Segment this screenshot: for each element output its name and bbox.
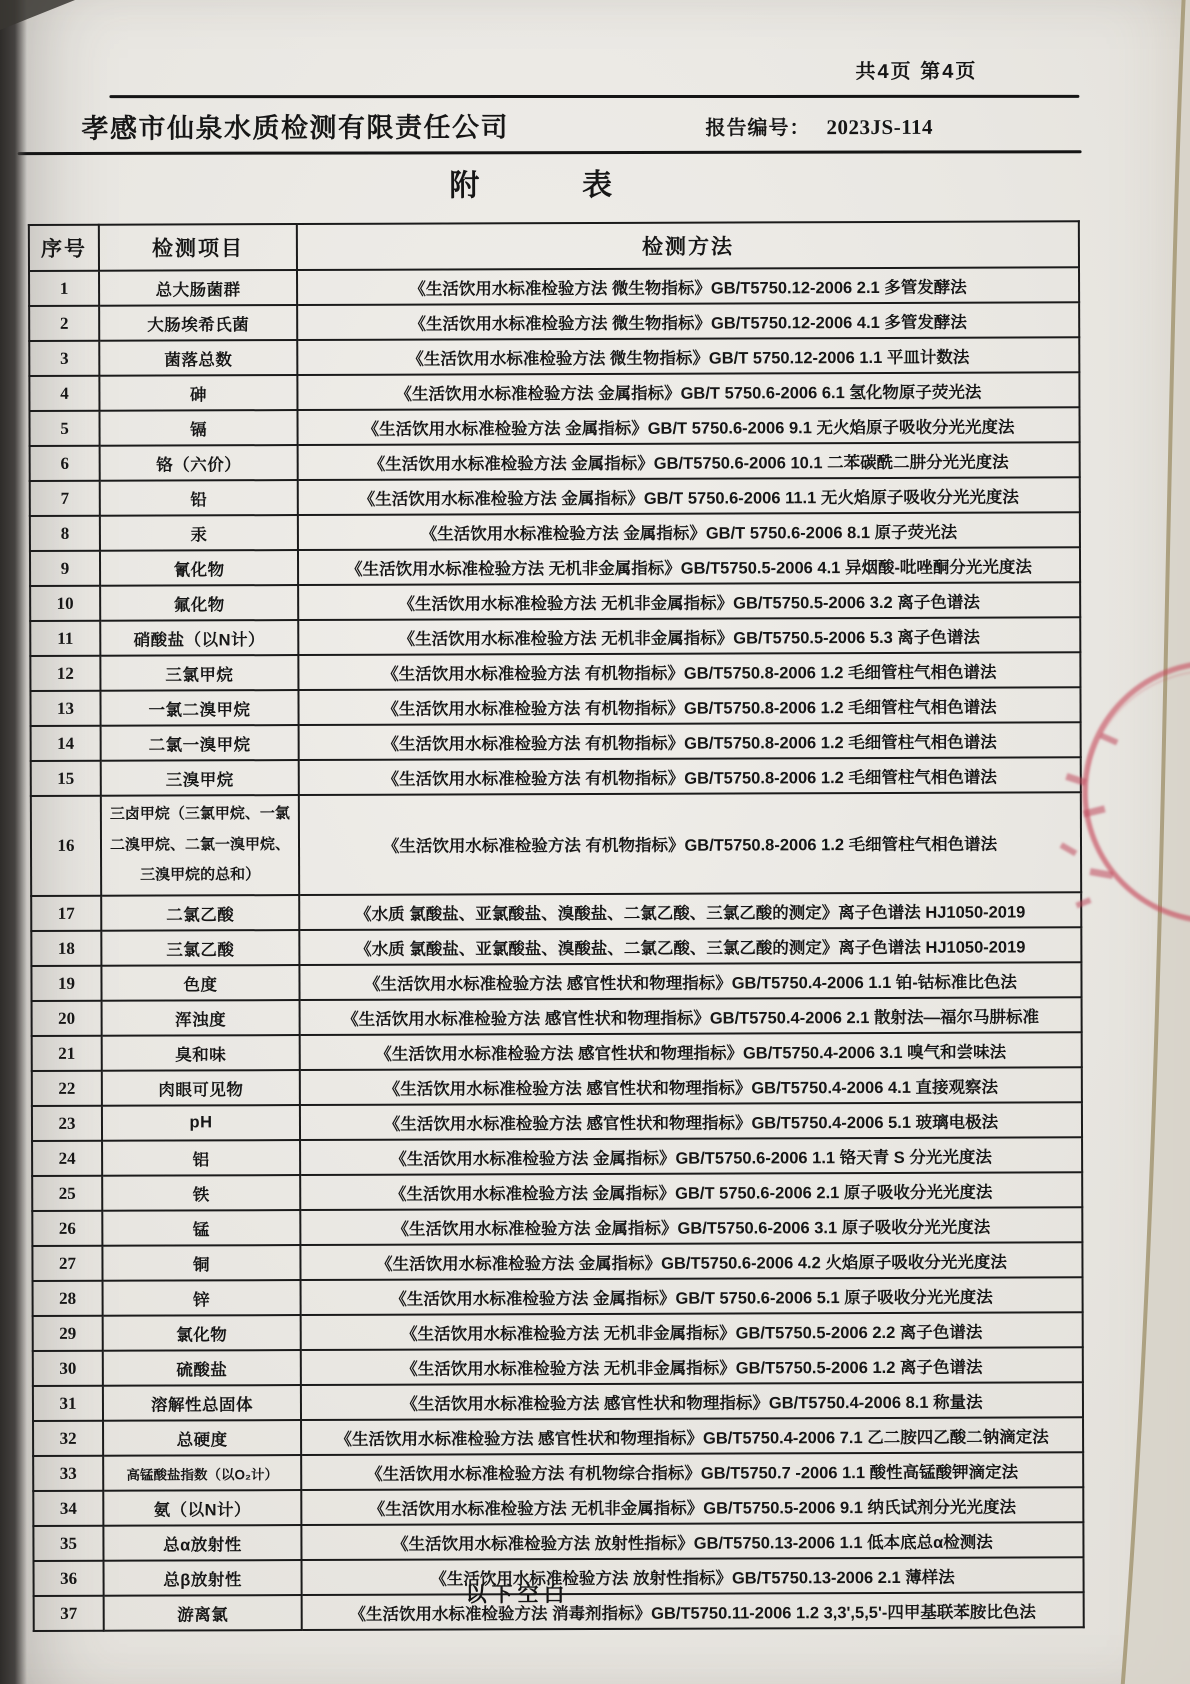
row-number: 18 bbox=[31, 931, 101, 966]
test-methods-table bbox=[28, 220, 1085, 1632]
row-method: 《生活饮用水标准检验方法 金属指标》GB/T 5750.6-2006 5.1 原子吸收分光光度法 bbox=[301, 1277, 1083, 1315]
table-row bbox=[33, 1312, 1083, 1351]
report-number-line bbox=[705, 111, 933, 141]
table-row bbox=[30, 687, 1080, 726]
table-row bbox=[32, 997, 1082, 1036]
row-method: 《生活饮用水标准检验方法 微生物指标》GB/T 5750.12-2006 1.1 平皿计数法 bbox=[297, 337, 1079, 375]
table-row bbox=[29, 372, 1079, 411]
row-number: 35 bbox=[33, 1526, 103, 1561]
scan-edge-left bbox=[0, 0, 27, 1684]
row-method: 《生活饮用水标准检验方法 放射性指标》GB/T5750.13-2006 1.1 低本底总α检测法 bbox=[301, 1522, 1083, 1560]
row-number: 6 bbox=[30, 446, 100, 481]
row-method: 《生活饮用水标准检验方法 金属指标》GB/T5750.6-2006 1.1 铬天青 S 分光光度法 bbox=[300, 1137, 1082, 1175]
table-header-row bbox=[29, 221, 1079, 271]
row-number: 17 bbox=[31, 896, 101, 931]
table-row bbox=[33, 1417, 1083, 1456]
row-method: 《生活饮用水标准检验方法 无机非金属指标》GB/T5750.5-2006 1.2 离子色谱法 bbox=[301, 1347, 1083, 1385]
row-method: 《生活饮用水标准检验方法 感官性状和物理指标》GB/T5750.4-2006 5.1 玻璃电极法 bbox=[300, 1102, 1082, 1140]
footer-blank-note: 以下空白 bbox=[465, 1583, 570, 1607]
row-method: 《生活饮用水标准检验方法 有机物指标》GB/T5750.8-2006 1.2 毛细管柱气相色谱法 bbox=[298, 652, 1080, 690]
row-number: 34 bbox=[33, 1491, 103, 1526]
table-row bbox=[30, 477, 1080, 516]
row-method: 《生活饮用水标准检验方法 无机非金属指标》GB/T5750.5-2006 2.2 离子色谱法 bbox=[301, 1312, 1083, 1350]
row-item-name: 臭和味 bbox=[102, 1035, 300, 1071]
header-rule-top bbox=[109, 95, 1079, 98]
row-item-name: 硫酸盐 bbox=[103, 1350, 301, 1386]
row-method: 《生活饮用水标准检验方法 有机物指标》GB/T5750.8-2006 1.2 毛细管柱气相色谱法 bbox=[298, 687, 1080, 725]
row-number: 1 bbox=[29, 271, 99, 306]
table-row bbox=[30, 582, 1080, 621]
table-row bbox=[30, 652, 1080, 691]
row-method: 《生活饮用水标准检验方法 感官性状和物理指标》GB/T5750.4-2006 7.1 乙二胺四乙酸二钠滴定法 bbox=[301, 1417, 1083, 1455]
row-method: 《生活饮用水标准检验方法 有机物指标》GB/T5750.8-2006 1.2 毛细管柱气相色谱法 bbox=[299, 792, 1081, 895]
row-number: 29 bbox=[33, 1316, 103, 1351]
report-number-value: 2023JS-114 bbox=[826, 114, 934, 140]
row-number: 26 bbox=[32, 1211, 102, 1246]
row-method: 《水质 氯酸盐、亚氯酸盐、溴酸盐、二氯乙酸、三氯乙酸的测定》离子色谱法 HJ1050-2019 bbox=[299, 892, 1081, 930]
row-item-name: 铝 bbox=[102, 1140, 300, 1176]
row-item-name: 氯化物 bbox=[103, 1315, 301, 1351]
table-row bbox=[32, 1067, 1082, 1106]
row-method: 《水质 氯酸盐、亚氯酸盐、溴酸盐、二氯乙酸、三氯乙酸的测定》离子色谱法 HJ1050-2019 bbox=[299, 927, 1081, 965]
table-row bbox=[32, 1137, 1082, 1176]
row-item-name: 铅 bbox=[100, 480, 298, 516]
table-row bbox=[31, 962, 1081, 1001]
row-number: 23 bbox=[32, 1106, 102, 1141]
table-row bbox=[32, 1207, 1082, 1246]
row-number: 25 bbox=[32, 1176, 102, 1211]
row-method: 《生活饮用水标准检验方法 感官性状和物理指标》GB/T5750.4-2006 8.1 称量法 bbox=[301, 1382, 1083, 1420]
table-row bbox=[29, 302, 1079, 341]
table-row bbox=[31, 927, 1081, 966]
row-number: 13 bbox=[30, 691, 100, 726]
page-number-label: 共4页 第4页 bbox=[855, 60, 978, 84]
row-method: 《生活饮用水标准检验方法 金属指标》GB/T5750.6-2006 10.1 二苯碳酰二肼分光光度法 bbox=[298, 442, 1080, 480]
row-item-name: 氰化物 bbox=[100, 550, 298, 586]
row-method: 《生活饮用水标准检验方法 感官性状和物理指标》GB/T5750.4-2006 4.1 直接观察法 bbox=[300, 1067, 1082, 1105]
row-item-name: 锰 bbox=[102, 1210, 300, 1246]
header-rule-bottom bbox=[18, 150, 1082, 155]
scan-edge-top-corner bbox=[0, 0, 75, 30]
row-number: 4 bbox=[29, 376, 99, 411]
row-number: 15 bbox=[31, 761, 101, 796]
row-item-name: 氟化物 bbox=[100, 585, 298, 621]
row-number: 28 bbox=[33, 1281, 103, 1316]
table-row bbox=[33, 1522, 1083, 1561]
column-header-method: 检测方法 bbox=[297, 221, 1079, 270]
row-number: 32 bbox=[33, 1421, 103, 1456]
row-item-name: 砷 bbox=[99, 375, 297, 411]
row-number: 22 bbox=[32, 1071, 102, 1106]
row-number: 3 bbox=[29, 341, 99, 376]
table-row bbox=[31, 757, 1081, 796]
table-row bbox=[33, 1347, 1083, 1386]
row-number: 5 bbox=[29, 411, 99, 446]
row-number: 31 bbox=[33, 1386, 103, 1421]
row-item-name: 总硬度 bbox=[103, 1420, 301, 1456]
row-item-name: 铬（六价） bbox=[100, 445, 298, 481]
table-row bbox=[31, 722, 1081, 761]
row-item-name: 色度 bbox=[101, 965, 299, 1001]
row-number: 33 bbox=[33, 1456, 103, 1491]
row-method: 《生活饮用水标准检验方法 感官性状和物理指标》GB/T5750.4-2006 1.1 铂-钴标准比色法 bbox=[299, 962, 1081, 1000]
row-number: 11 bbox=[30, 621, 100, 656]
column-header-item: 检测项目 bbox=[99, 224, 297, 271]
row-method: 《生活饮用水标准检验方法 有机物综合指标》GB/T5750.7 -2006 1.1 酸性高锰酸钾滴定法 bbox=[301, 1452, 1083, 1490]
table-row bbox=[30, 547, 1080, 586]
table-row bbox=[29, 267, 1079, 306]
table-row bbox=[32, 1102, 1082, 1141]
table-row bbox=[32, 1242, 1082, 1281]
row-number: 24 bbox=[32, 1141, 102, 1176]
report-number-label: 报告编号： bbox=[705, 117, 811, 140]
row-method: 《生活饮用水标准检验方法 金属指标》GB/T 5750.6-2006 11.1 无火焰原子吸收分光光度法 bbox=[298, 477, 1080, 515]
row-method: 《生活饮用水标准检验方法 消毒剂指标》GB/T5750.11-2006 1.2 3,3',5,5'-四甲基联苯胺比色法 bbox=[302, 1592, 1084, 1630]
row-item-name: 锌 bbox=[103, 1280, 301, 1316]
row-number: 37 bbox=[34, 1596, 104, 1631]
row-item-name: 汞 bbox=[100, 515, 298, 551]
row-item-name: 总大肠菌群 bbox=[99, 270, 297, 306]
row-method: 《生活饮用水标准检验方法 无机非金属指标》GB/T5750.5-2006 4.1 异烟酸-吡唑酮分光光度法 bbox=[298, 547, 1080, 585]
row-number: 30 bbox=[33, 1351, 103, 1386]
row-method: 《生活饮用水标准检验方法 感官性状和物理指标》GB/T5750.4-2006 3.1 嗅气和尝味法 bbox=[300, 1032, 1082, 1070]
table-row bbox=[33, 1382, 1083, 1421]
table-row bbox=[33, 1452, 1083, 1491]
row-item-name: 三氯甲烷 bbox=[100, 655, 298, 691]
table-row bbox=[32, 1172, 1082, 1211]
row-item-name: 总α放射性 bbox=[103, 1525, 301, 1561]
table-row bbox=[33, 1277, 1083, 1316]
row-number: 10 bbox=[30, 586, 100, 621]
row-number: 9 bbox=[30, 551, 100, 586]
row-item-name: 一氯二溴甲烷 bbox=[100, 690, 298, 726]
row-number: 14 bbox=[31, 726, 101, 761]
row-item-name: 二氯乙酸 bbox=[101, 895, 299, 931]
row-method: 《生活饮用水标准检验方法 感官性状和物理指标》GB/T5750.4-2006 2.1 散射法—福尔马肼标准 bbox=[300, 997, 1082, 1035]
row-item-name: 溶解性总固体 bbox=[103, 1385, 301, 1421]
row-item-name: 浑浊度 bbox=[102, 1000, 300, 1036]
row-number: 7 bbox=[30, 481, 100, 516]
table-row bbox=[33, 1487, 1083, 1526]
page-title: 附 表 bbox=[449, 168, 617, 203]
row-number: 27 bbox=[32, 1246, 102, 1281]
row-method: 《生活饮用水标准检验方法 微生物指标》GB/T5750.12-2006 2.1 多管发酵法 bbox=[297, 267, 1079, 305]
row-item-name: pH bbox=[102, 1105, 300, 1141]
row-item-name: 高锰酸盐指数（以O₂计） bbox=[103, 1455, 301, 1491]
row-item-name: 肉眼可见物 bbox=[102, 1070, 300, 1106]
row-method: 《生活饮用水标准检验方法 无机非金属指标》GB/T5750.5-2006 5.3 离子色谱法 bbox=[298, 617, 1080, 655]
column-header-index: 序号 bbox=[29, 225, 99, 271]
row-method: 《生活饮用水标准检验方法 金属指标》GB/T 5750.6-2006 9.1 无火焰原子吸收分光光度法 bbox=[297, 407, 1079, 445]
row-number: 19 bbox=[31, 966, 101, 1001]
row-item-name: 大肠埃希氏菌 bbox=[99, 305, 297, 341]
row-number: 2 bbox=[29, 306, 99, 341]
row-method: 《生活饮用水标准检验方法 有机物指标》GB/T5750.8-2006 1.2 毛细管柱气相色谱法 bbox=[299, 722, 1081, 760]
row-method: 《生活饮用水标准检验方法 金属指标》GB/T 5750.6-2006 8.1 原子荧光法 bbox=[298, 512, 1080, 550]
table-row bbox=[29, 337, 1079, 376]
table-row bbox=[31, 792, 1081, 896]
row-item-name: 游离氯 bbox=[104, 1595, 302, 1631]
row-method: 《生活饮用水标准检验方法 金属指标》GB/T 5750.6-2006 2.1 原子吸收分光光度法 bbox=[300, 1172, 1082, 1210]
row-item-name: 菌落总数 bbox=[99, 340, 297, 376]
row-item-name: 总β放射性 bbox=[104, 1560, 302, 1596]
row-item-name: 三溴甲烷 bbox=[101, 760, 299, 796]
row-method: 《生活饮用水标准检验方法 金属指标》GB/T5750.6-2006 3.1 原子吸收分光光度法 bbox=[300, 1207, 1082, 1245]
table-body bbox=[29, 267, 1084, 1631]
row-number: 21 bbox=[32, 1036, 102, 1071]
table-row bbox=[31, 892, 1081, 931]
row-number: 8 bbox=[30, 516, 100, 551]
row-method: 《生活饮用水标准检验方法 金属指标》GB/T5750.6-2006 4.2 火焰原子吸收分光光度法 bbox=[300, 1242, 1082, 1280]
table-row bbox=[30, 442, 1080, 481]
row-number: 20 bbox=[32, 1001, 102, 1036]
table-row bbox=[32, 1032, 1082, 1071]
row-item-name: 铜 bbox=[102, 1245, 300, 1281]
row-method: 《生活饮用水标准检验方法 微生物指标》GB/T5750.12-2006 4.1 多管发酵法 bbox=[297, 302, 1079, 340]
row-method: 《生活饮用水标准检验方法 无机非金属指标》GB/T5750.5-2006 3.2 离子色谱法 bbox=[298, 582, 1080, 620]
row-item-name: 三卤甲烷（三氯甲烷、一氯二溴甲烷、二氯一溴甲烷、三溴甲烷的总和） bbox=[101, 795, 299, 896]
table-row bbox=[30, 617, 1080, 656]
row-item-name: 二氯一溴甲烷 bbox=[101, 725, 299, 761]
row-item-name: 硝酸盐（以N计） bbox=[100, 620, 298, 656]
row-method: 《生活饮用水标准检验方法 有机物指标》GB/T5750.8-2006 1.2 毛细管柱气相色谱法 bbox=[299, 757, 1081, 795]
row-item-name: 三氯乙酸 bbox=[101, 930, 299, 966]
row-item-name: 铁 bbox=[102, 1175, 300, 1211]
row-number: 12 bbox=[30, 656, 100, 691]
row-item-name: 氨（以N计） bbox=[103, 1490, 301, 1526]
row-method: 《生活饮用水标准检验方法 无机非金属指标》GB/T5750.5-2006 9.1 纳氏试剂分光光度法 bbox=[301, 1487, 1083, 1525]
row-number: 36 bbox=[34, 1561, 104, 1596]
table-row bbox=[29, 407, 1079, 446]
table-row bbox=[30, 512, 1080, 551]
row-method: 《生活饮用水标准检验方法 金属指标》GB/T 5750.6-2006 6.1 氢化物原子荧光法 bbox=[297, 372, 1079, 410]
company-name: 孝感市仙泉水质检测有限责任公司 bbox=[81, 112, 510, 144]
row-item-name: 镉 bbox=[99, 410, 297, 446]
row-method: 《生活饮用水标准检验方法 放射性指标》GB/T5750.13-2006 2.1 薄样法 bbox=[302, 1557, 1084, 1595]
row-number: 16 bbox=[31, 796, 101, 896]
